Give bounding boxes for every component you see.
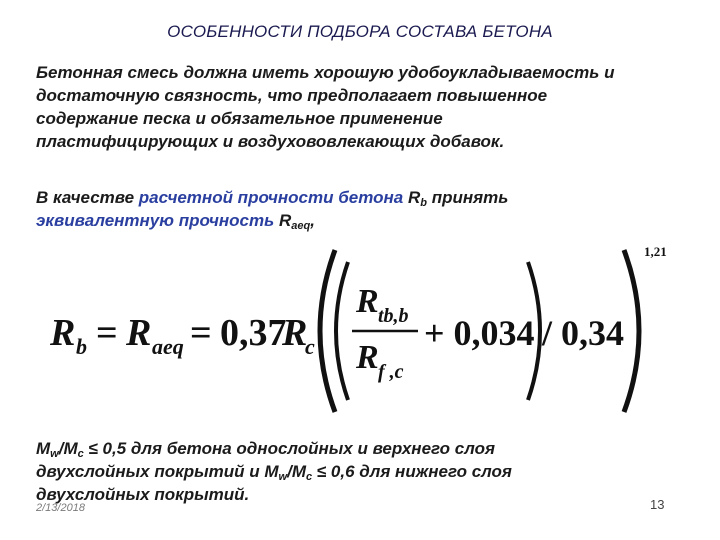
slide-number: 13 [650,497,665,512]
formula-raeq-sub: aeq [152,334,184,359]
text-fragment: M [36,439,51,458]
symbol-rb: R [407,188,421,207]
text-line: двухслойных покрытий. [36,485,250,504]
formula-denominator: R [356,339,379,376]
formula-divisor: / 0,34 [542,313,625,353]
symbol-raeq: R [278,211,292,230]
text-fragment: двухслойных покрытий и M [36,462,279,481]
text-sub: c [77,448,84,460]
text-fragment: В качестве [36,188,139,207]
formula-rc: R [282,312,308,354]
footer-date: 2/13/2018 [36,502,85,514]
formula-rc-sub: c [305,334,315,359]
text-fragment: принять [426,188,509,207]
paragraph-ratio-limits [36,437,706,506]
text-sub: c [305,471,313,483]
text-sub: w [50,448,59,460]
inner-left-paren [336,262,348,400]
formula-exponent: 1,21 [644,244,667,259]
symbol-rb-sub: b [420,197,427,209]
text-fragment: /M [287,462,306,481]
formula-equals-1: = [96,312,118,354]
formula-rb: R [50,312,76,354]
symbol-raeq-sub: aeq [291,220,311,232]
formula-equals-2: = [190,312,212,354]
text-sub: w [278,471,288,483]
text-fragment: /M [58,439,78,458]
highlight-equivalent-strength: эквивалентную прочность [36,211,275,230]
highlight-design-strength: расчетной прочности бетона [138,188,404,207]
outer-right-paren [624,250,639,412]
text-fragment: , [310,211,315,230]
text-fragment: ≤ 0,5 для бетона однослойных и верхнего слоя [83,439,495,458]
text-line: содержание песка и обязательное применение [36,109,443,128]
text-line: Бетонная смесь должна иметь хорошую удобоукладываемость и [36,63,615,82]
formula-coefficient: 0,37 [220,312,287,354]
formula-numerator-sub: tb,b [378,305,409,327]
formula-raeq: R [126,312,152,354]
text-line [36,437,706,460]
outer-left-paren [320,250,335,412]
formula-denominator-sub: f ,c [378,361,404,383]
text-line: достаточную связность, что предполагает повышенное [36,86,548,105]
formula-numerator: R [356,283,379,320]
formula-rb-sub: b [76,334,87,359]
text-line: пластифицирующих и воздухововлекающих добавок. [36,132,505,151]
formula-plus-term: + 0,034 [424,313,535,353]
text-fragment: ≤ 0,6 для нижнего слоя [312,462,512,481]
slide-title: ОСОБЕННОСТИ ПОДБОРА СОСТАВА БЕТОНА [167,22,553,41]
text-line [36,460,706,483]
